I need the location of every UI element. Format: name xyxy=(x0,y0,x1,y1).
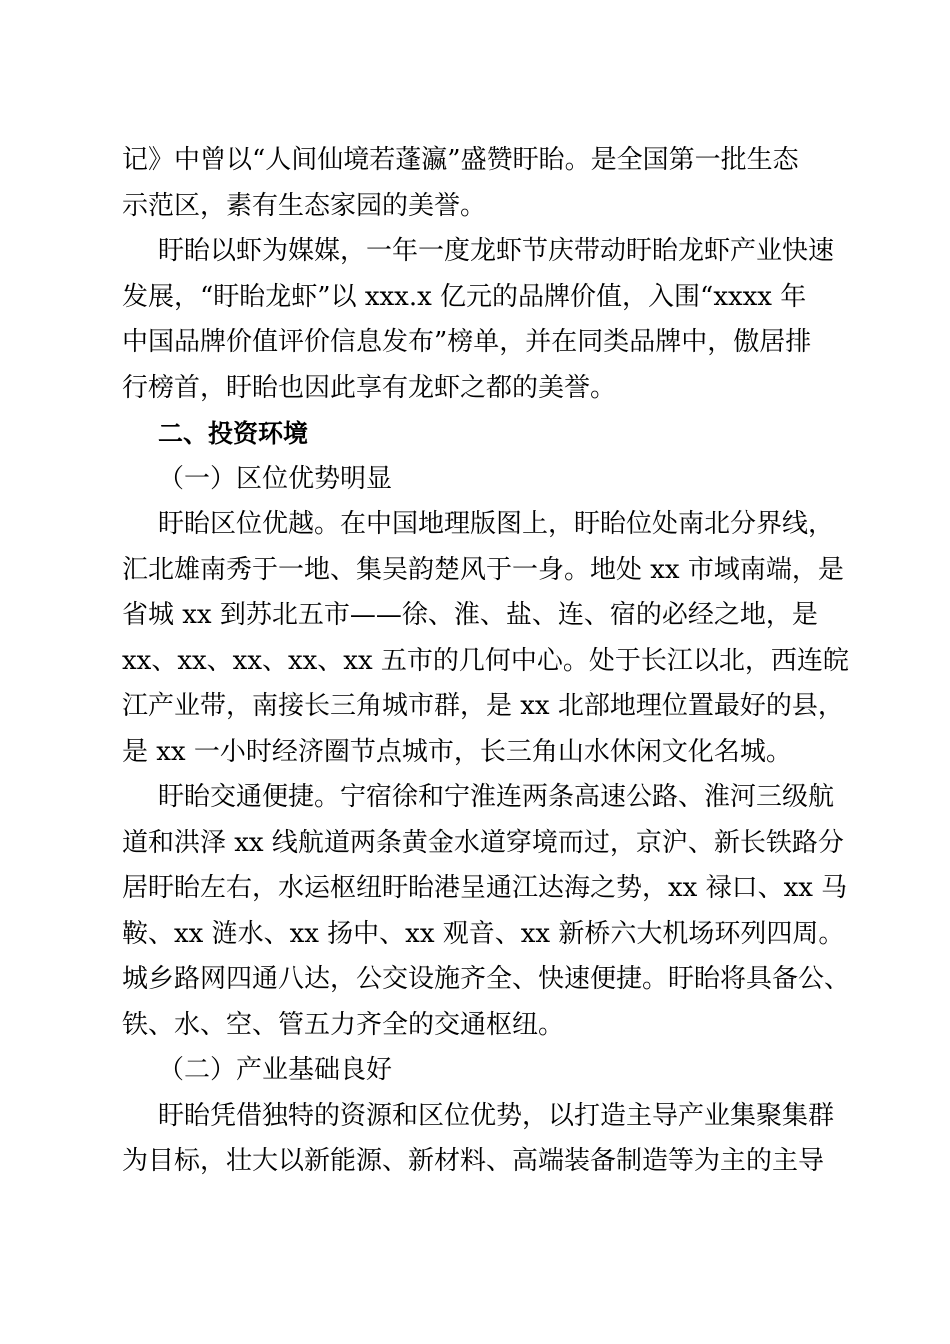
text-line: 发展，“盱眙龙虾”以 xxx.x 亿元的品牌价值，入围“xxxx 年 xyxy=(122,281,807,312)
paragraph-transport xyxy=(122,775,851,1048)
paragraph-industry xyxy=(122,1094,835,1185)
text-line: 示范区，素有生态家园的美誉。 xyxy=(122,190,487,221)
subsection-heading-location: （一）区位优势明显 xyxy=(158,463,393,494)
text-line: xx、xx、xx、xx、xx 五市的几何中心。处于长江以北，西连皖 xyxy=(122,645,849,676)
text-line: 为目标，壮大以新能源、新材料、高端装备制造等为主的主导 xyxy=(122,1146,825,1176)
text-line: 盱眙凭借独特的资源和区位优势，以打造主导产业集聚集群 xyxy=(158,1100,835,1131)
paragraph-crayfish xyxy=(122,229,835,411)
document-body xyxy=(122,138,851,1185)
text-line: 铁、水、空、管五力齐全的交通枢纽。 xyxy=(122,1009,565,1040)
text-line: 居盱眙左右，水运枢纽盱眙港呈通江达海之势，xx 禄口、xx 马 xyxy=(122,873,848,903)
text-line: 盱眙以虾为媒媒，一年一度龙虾节庆带动盱眙龙虾产业快速 xyxy=(158,236,835,266)
paragraph-location xyxy=(122,502,849,775)
subsection-heading-industry: （二）产业基础良好 xyxy=(158,1055,393,1085)
text-line: 是 xx 一小时经济圈节点城市，长三角山水休闲文化名城。 xyxy=(122,736,792,767)
section-heading-investment-environment: 二、投资环境 xyxy=(158,419,309,448)
text-line: 汇北雄南秀于一地、集吴韵楚风于一身。地处 xx 市域南端，是 xyxy=(122,554,844,585)
text-line: 盱眙区位优越。在中国地理版图上，盱眙位处南北分界线， xyxy=(158,509,835,539)
text-line: 鞍、xx 涟水、xx 扬中、xx 观音、xx 新桥六大机场环列四周。 xyxy=(122,918,845,949)
text-line: 江产业带，南接长三角城市群，是 xx 北部地理位置最好的县， xyxy=(122,691,844,721)
text-line: 城乡路网四通八达，公交设施齐全、快速便捷。盱眙将具备公、 xyxy=(122,964,851,994)
text-line: 道和洪泽 xx 线航道两条黄金水道穿境而过，京沪、新长铁路分 xyxy=(122,827,844,858)
text-line: 省城 xx 到苏北五市——徐、淮、盐、连、宿的必经之地，是 xyxy=(122,600,818,630)
text-line: 记》中曾以“人间仙境若蓬瀛”盛赞盱眙。是全国第一批生态 xyxy=(122,145,799,175)
text-line: 中国品牌价值评价信息发布”榜单，并在同类品牌中，傲居排 xyxy=(122,327,812,357)
text-line: 行榜首，盱眙也因此享有龙虾之都的美誉。 xyxy=(122,372,617,403)
text-line: 盱眙交通便捷。宁宿徐和宁淮连两条高速公路、淮河三级航 xyxy=(158,782,835,812)
paragraph-intro-continued xyxy=(122,138,832,229)
